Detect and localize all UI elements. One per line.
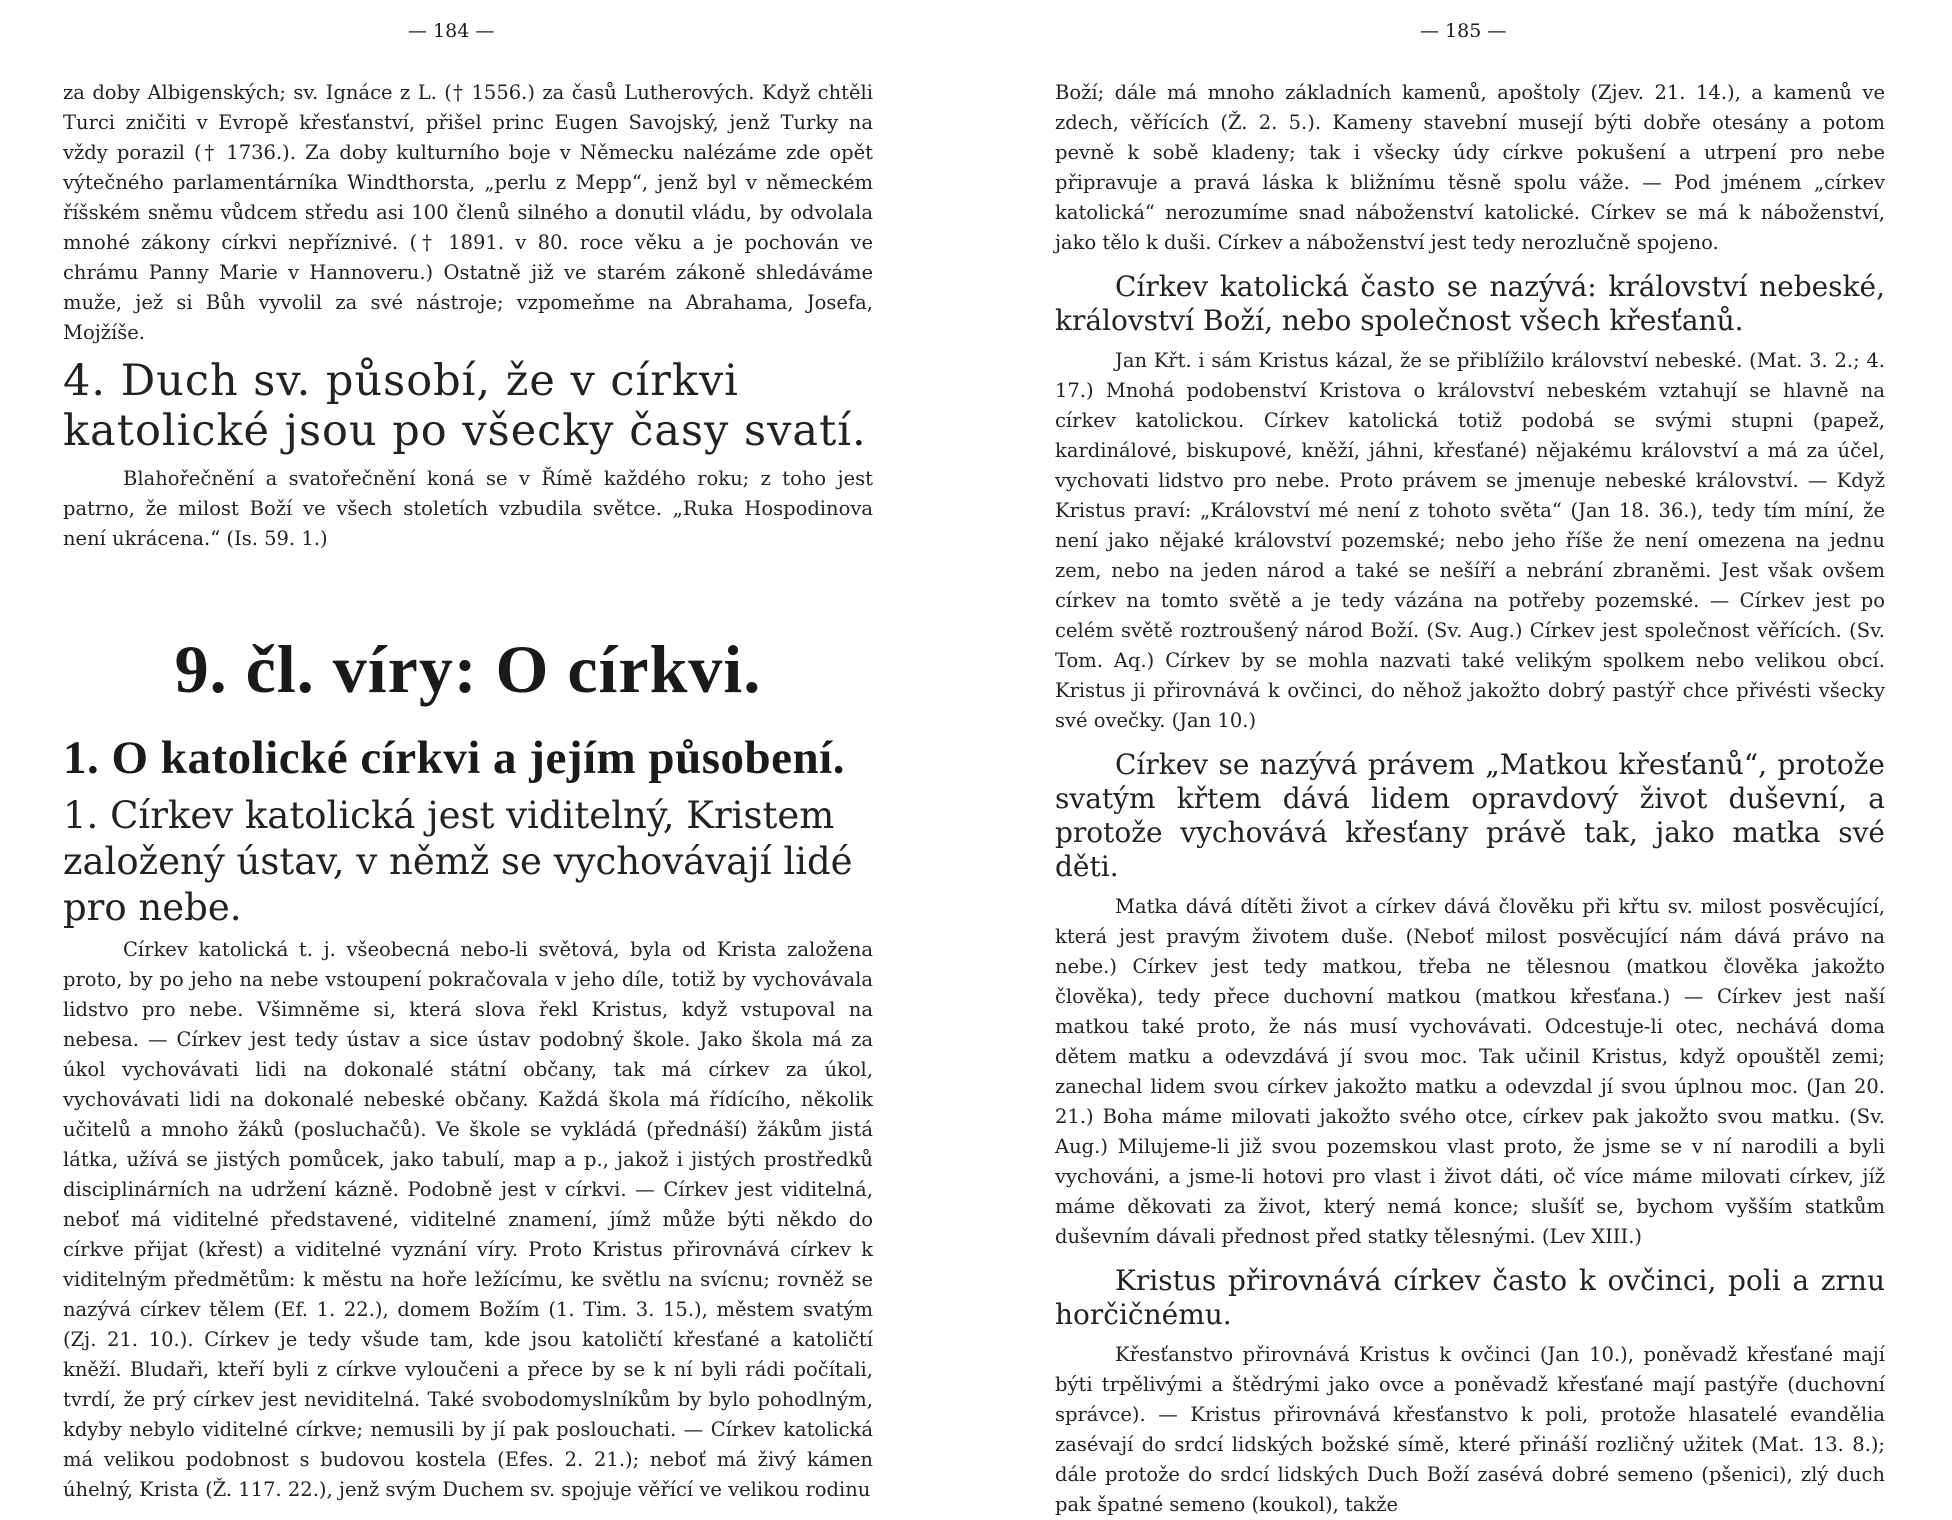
heading-holy-spirit: 4. Duch sv. působí, že v církvi katolické jsou po všecky časy svatí. [63,356,867,456]
paragraph-intro: za doby Albigenských; sv. Ignáce z L. († 1556.) za časů Lutherových. Když chtěli Turci zničiti v Evropě křesťanství, přišel princ Eugen Savojský, jenž Turky na vždy porazil († 1736.). Za doby kulturního boje v Německu nalézáme zde opět výtečného parlamentárníka Windthorsta, „perlu z Mepp“, jenž byl v německém říšském sněmu vůdcem středu asi 100 členů silného a donutil vládu, by odvolala mnohé zákony církvi nepříznivé. († 1891. v 80. roce věku a je pochován ve chrámu Panny Marie v Hannoveru.) Ostatně již ve starém zákoně shledáváme muže, jež si Bůh vyvolil za své nástroje; vzpomeňme na Abrahama, Josefa, Mojžíše. [63,81,873,344]
paragraph-church-body: Církev katolická t. j. všeobecná nebo-li světová, byla od Krista založena proto, by po jeho na nebe vstoupení pokračovala v jeho díle, totiž by vychovávala lidstvo pro nebe. Všimněme si, která slova řekl Kristus, když vstupoval na nebesa. — Církev jest tedy ústav a sice ústav podobný škole. Jako škola má za úkol vychovávati lidi na dokonalé státní občany, tak má církev za úkol, vychovávati lidi na dokonalé nebeské občany. Každá škola má řídícího, několik učitelů a mnoho žáků (posluchačů). Ve škole se vykládá (přednáší) žákům jistá látka, užívá se jistých pomůcek, jako tabulí, map a p., jakož i jistých prostředků disciplinárních na udržení kázně. Podobně jest v církvi. — Církev jest viditelná, neboť má viditelné představené, viditelné znamení, jímž může býti někdo do církve přijat (křest) a viditelné vyznání víry. Proto Kristus přirovnává církev k viditelným předmětům: k městu na hoře ležícímu, ke světlu na svícnu; rovněž se nazývá církev tělem (Ef. 1. 22.), domem Božím (1. Tim. 3. 15.), městem svatým (Zj. 21. 10.). Církev je tedy všude tam, kde jsou katoličtí křesťané a katoličtí kněží. Bludaři, kteří byli z církve vyloučeni a přece by se k ní byli rádi počítali, tvrdí, že prý církev jest neviditelná. Také svobodomyslníkům by bylo pohodlným, kdyby nebylo viditelné církve; nemusili by jí pak poslouchati. — Církev katolická má velikou podobnost s budovou kostela (Efes. 2. 21.); neboť má živý kámen úhelný, Krista (Ž. 117. 22.), jenž svým Duchem sv. spojuje věřící ve velikou rodinu [63,938,873,1501]
left-page-content [63,78,873,1505]
left-page [63,0,873,1500]
paragraph-mother: Matka dává dítěti život a církev dává člověku při křtu sv. milost posvěcující, která jest pravým životem duše. (Neboť milost posvěcující nám dává právo na nebe.) Církev jest tedy matkou, třeba ne tělesnou (matkou člověka jakožto člověka), tedy přece duchovní matkou (matkou křesťana.) — Církev jest naší matkou také proto, že nás musí vychovávati. Odcestuje-li otec, nechává doma dětem matku a odevzdává jí svou moc. Tak učinil Kristus, když opouštěl zemi; zanechal lidem svou církev jakožto matku a odevzdal jí svou úplnou moc. (Jan 20. 21.) Boha máme milovati jakožto svého otce, církev pak jakožto svou matku. (Sv. Aug.) Milujeme-li již svou pozemskou vlast proto, že jsme se v ní narodili a byli vychováni, a jsme-li hotovi pro vlast i život dáti, oč více máme milovati církev, jíž máme děkovati za život, který nemá konce; slušíť se, bychom vyšším statkům duševním dávali přednost před statky tělesnými. (Lev XIII.) [1055,895,1885,1248]
section-title: 1. O katolické církvi a jejím působení. [63,732,845,784]
chapter-title: 9. čl. víry: O církvi. [174,631,762,707]
heading-mother: Církev se nazývá právem „Matkou křesťanů“, protože svatým křtem dává lidem opravdový život duševní, a protože vychovává křesťany právě tak, jako matka své děti. [1055,748,1885,883]
heading-sheepfold: Kristus přirovnává církev často k ovčinci, poli a zrnu horčičnému. [1055,1264,1885,1331]
right-page-content [1055,78,1885,1520]
paragraph-beatification: Blahořečnění a svatořečnění koná se v Římě každého roku; z toho jest patrno, že milost Boží ve všech stoletích vzbudila světce. „Ruka Hospodinova není ukrácena.“ (Is. 59. 1.) [63,467,873,550]
page-number: — 185 — [1420,20,1507,42]
paragraph-kingdom: Jan Křt. i sám Kristus kázal, že se přiblížilo království nebeské. (Mat. 3. 2.; 4. 17.) Mnohá podobenství Kristova o království nebeském vztahují se hlavně na církev katolickou. Církev katolická totiž podobá se svými stupni (papež, kardinálové, biskupové, kněží, jáhni, křesťané) nějakému království a má za účel, vychovati lidstvo pro nebe. Proto právem se jmenuje nebeské království. — Když Kristus praví: „Království mé není z tohoto světa“ (Jan 18. 36.), tedy tím míní, že není jako nějaké království pozemské; nebo jeho říše že není omezena na jednu zem, nebo na jeden národ a také se nešíří a nebrání zbraněmi. Jest však ovšem církev na tomto světě a je tedy vázána na potřeby pozemské. — Církev jest po celém světě roztroušený národ Boží. (Sv. Aug.) Církev jest společnost věřících. (Sv. Tom. Aq.) Církev by se mohla nazvati také velikým spolkem nebo velikou obcí. Kristus ji přirovnává k ovčinci, do něhož jakožto dobrý pastýř chce přivésti všecky své ovečky. (Jan 10.) [1055,349,1885,732]
thesis-heading: 1. Církev katolická jest viditelný, Kristem založený ústav, v němž se vychovávají lidé pro nebe. [63,794,853,929]
paragraph-sheepfold: Křesťanstvo přirovnává Kristus k ovčinci (Jan 10.), poněvadž křesťané mají býti trpělivými a štědrými jako ovce a poněvadž křesťané mají pastýře (duchovní správce). — Kristus přirovnává křesťanstvo k poli, protože hlasatelé evandělia zasévají do srdcí lidských božské símě, které přináší rozličný užitek (Mat. 13. 8.); dále protože do srdcí lidských Duch Boží zasévá dobré semeno (pšenici), zlý duch pak špatné semeno (koukol), takže [1055,1343,1885,1516]
paragraph-foundation: Boží; dále má mnoho základních kamenů, apoštoly (Zjev. 21. 14.), a kamenů ve zdech, věřících (Ž. 2. 5.). Kameny stavební musejí býti dobře otesány a potom pevně k sobě kladeny; tak i všecky údy církve pokušení a utrpení pro nebe připravuje a pravá láska k bližnímu těsně spolu váže. — Pod jménem „církev katolická“ nerozumíme snad náboženství katolické. Církev se má k náboženství, jako tělo k duši. Církev a náboženství jest tedy nerozlučně spojeno. [1055,81,1885,254]
heading-kingdom: Církev katolická často se nazývá: království nebeské, království Boží, nebo společnost všech křesťanů. [1055,270,1885,337]
right-page [1055,0,1885,1516]
page-number: — 184 — [408,20,495,42]
